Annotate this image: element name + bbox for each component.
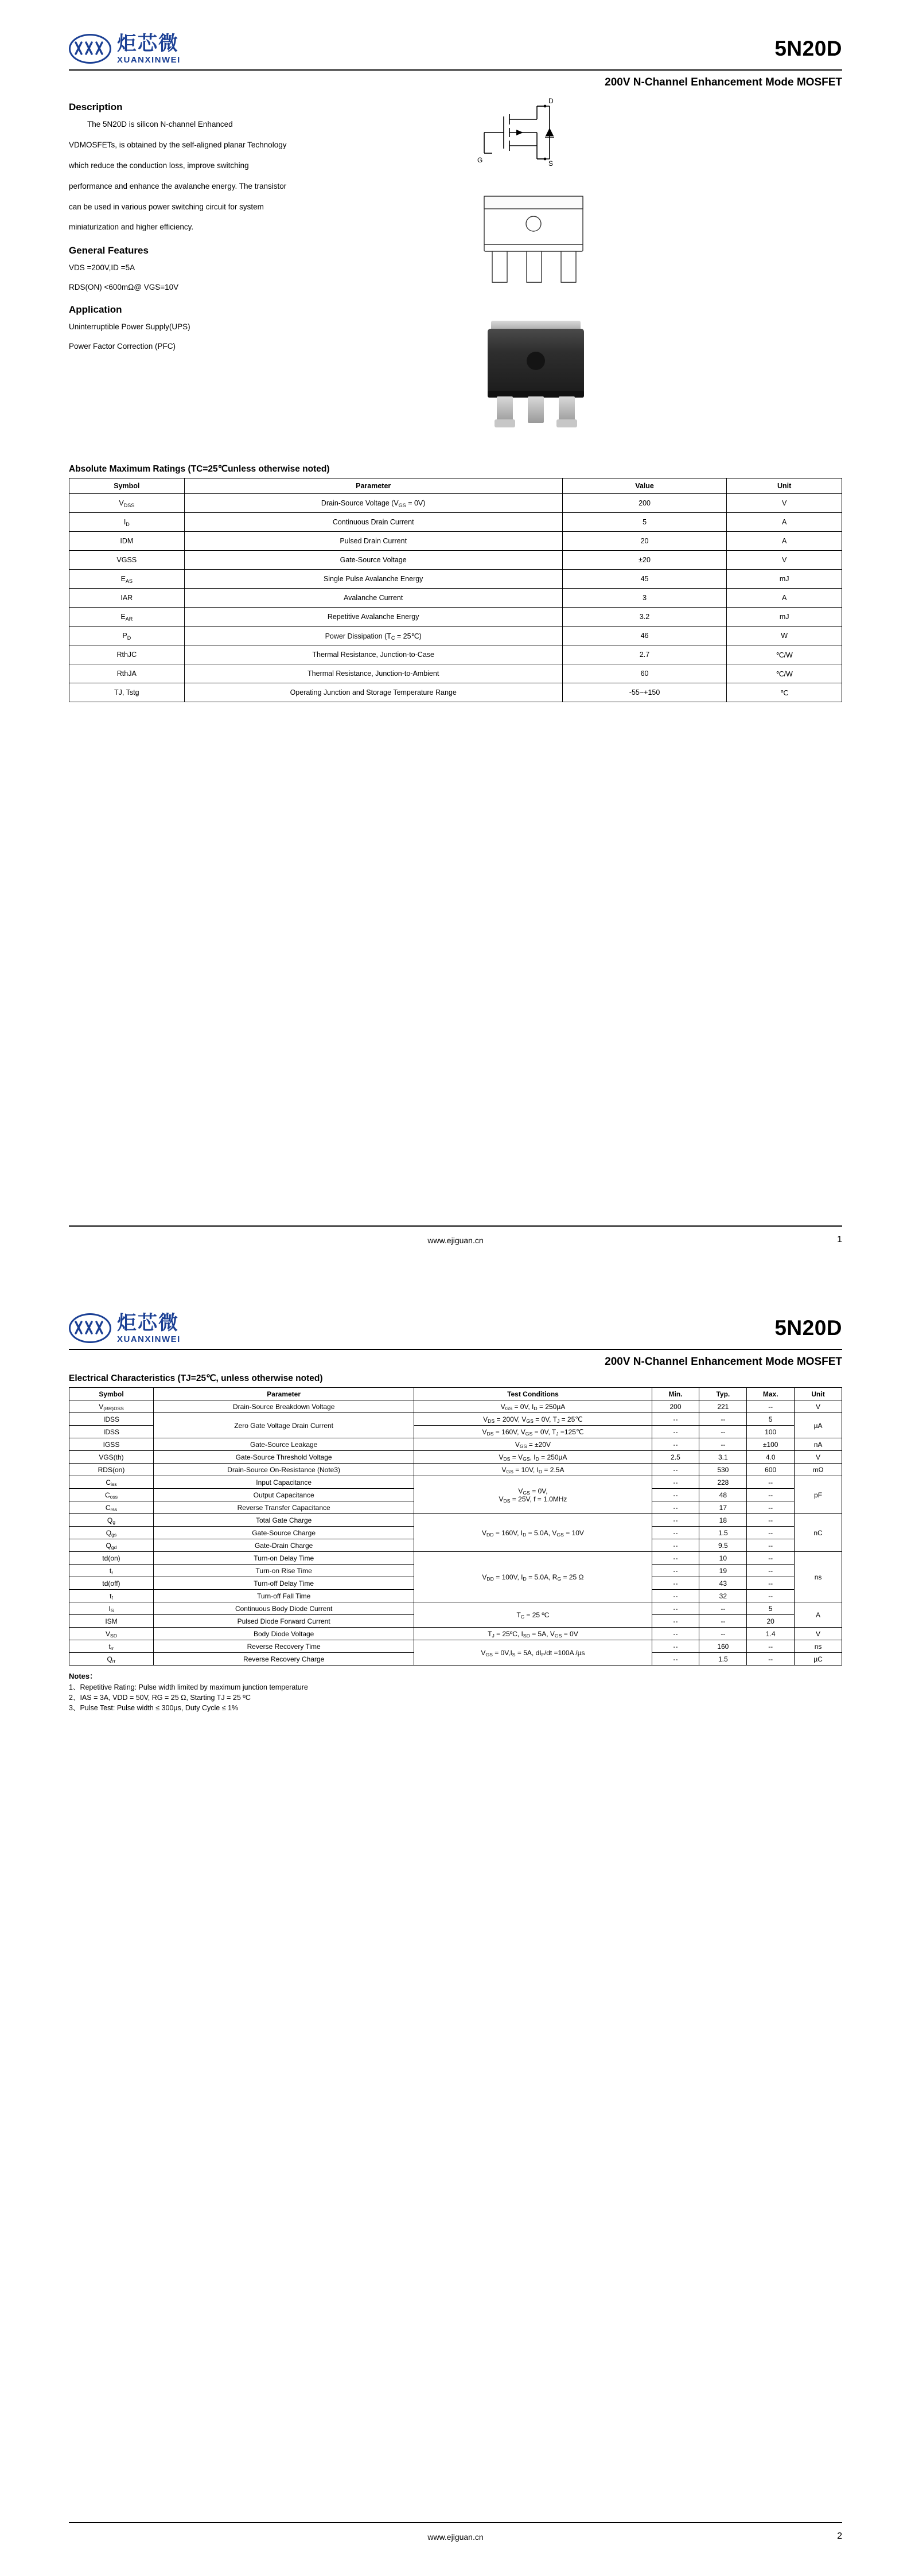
description-line: The 5N20D is silicon N-channel Enhanced [87,120,233,129]
cell-unit: pF [795,1476,842,1514]
cell-typ: 17 [699,1501,747,1514]
notes-title: Notes： [69,1672,98,1680]
cell-parameter: Reverse Transfer Capacitance [153,1501,414,1514]
cell-symbol: IDM [69,532,185,551]
cell-min: -- [652,1640,699,1653]
cell-max: ±100 [747,1438,795,1451]
cell-unit: A [727,589,842,608]
cell-value: -55~+150 [562,683,727,702]
cell-min: -- [652,1464,699,1476]
part-number-title: 5N20D [774,37,842,60]
cell-unit: A [727,532,842,551]
header-divider [69,1349,842,1350]
cell-parameter: Repetitive Avalanche Energy [184,608,562,627]
cell-typ: -- [699,1602,747,1615]
cell-symbol: $V_{DSS}$ [69,494,185,513]
cell-symbol: $V_{SD}$ [69,1628,154,1640]
cell-parameter: Reverse Recovery Time [153,1640,414,1653]
cell-unit: A [727,513,842,532]
table-row [69,1451,842,1464]
table-row [69,627,842,645]
cell-typ: 530 [699,1464,747,1476]
absolute-maximum-ratings-table [69,478,842,702]
mosfet-schematic-icon [474,98,594,167]
table-row [69,1464,842,1476]
brand-name-cn: 炬芯微 [117,32,179,55]
cell-parameter: Operating Junction and Storage Temperature Range [184,683,562,702]
table-row [69,551,842,570]
cell-symbol: $E_{AR}$ [69,608,185,627]
cell-typ: -- [699,1438,747,1451]
cell-typ: 9.5 [699,1539,747,1552]
cell-unit: nC [795,1514,842,1552]
table-row [69,1514,842,1527]
cell-symbol: RthJC [69,645,185,664]
cell-value: 46 [562,627,727,645]
cell-symbol: $P_D$ [69,627,185,645]
cell-typ: -- [699,1413,747,1426]
cell-parameter: Gate-Source Charge [153,1527,414,1539]
application-item: Power Factor Correction (PFC) [69,342,176,351]
cell-min: -- [652,1413,699,1426]
cell-parameter: Continuous Drain Current [184,513,562,532]
cell-parameter: Reverse Recovery Charge [153,1653,414,1666]
cell-conditions: $V_{DS} = 200V$, $V_{GS} = 0V$, $T_J$ = 25℃ [414,1413,652,1426]
description-line: which reduce the conduction loss, improve switching [69,161,249,170]
cell-typ: -- [699,1426,747,1438]
note-item: 2、IAS = 3A, VDD = 50V, RG = 25 Ω, Starting TJ = 25 ºC [69,1694,251,1702]
cell-parameter: Turn-off Delay Time [153,1577,414,1590]
general-feature-item: VDS =200V,ID =5A [69,263,135,273]
application-heading: Application [69,304,122,316]
page-2 [0,1279,911,2576]
cell-value: 2.7 [562,645,727,664]
cell-unit: ns [795,1640,842,1653]
table-row [69,570,842,589]
cell-max: 600 [747,1464,795,1476]
cell-max: 4.0 [747,1451,795,1464]
schematic-label-source: S [548,159,554,167]
cell-parameter: Gate-Source Threshold Voltage [153,1451,414,1464]
cell-symbol: RthJA [69,664,185,683]
cell-conditions: $V_{GS} = 0V,I_S = 5A$, $dI_F/dt =100A$ /µs [414,1640,652,1666]
page-1 [0,0,911,1279]
graphics-column [447,89,631,446]
logo-mark-icon [69,34,111,64]
cell-conditions: $V_{DS} = V_{GS}$, $I_D = 250\mu A$ [414,1451,652,1464]
cell-parameter: Gate-Source Voltage [184,551,562,570]
cell-symbol: $t_r$ [69,1565,154,1577]
cell-min: -- [652,1653,699,1666]
table-row [69,1628,842,1640]
cell-max: -- [747,1565,795,1577]
cell-symbol: IGSS [69,1438,154,1451]
application-item: Uninterruptible Power Supply(UPS) [69,322,190,332]
cell-symbol: ISM [69,1615,154,1628]
cell-min: -- [652,1615,699,1628]
cell-symbol: RDS(on) [69,1464,154,1476]
cell-parameter: Zero Gate Voltage Drain Current [153,1413,414,1438]
cell-unit: ℃/W [727,645,842,664]
cell-max: -- [747,1640,795,1653]
cell-symbol: $I_D$ [69,513,185,532]
cell-parameter: Gate-Source Leakage [153,1438,414,1451]
column-header-test-conditions: Test Conditions [414,1388,652,1400]
cell-parameter: Continuous Body Diode Current [153,1602,414,1615]
table-row [69,608,842,627]
cell-unit: mJ [727,608,842,627]
cell-parameter: Turn-on Rise Time [153,1565,414,1577]
footer-page-number: 1 [837,1235,842,1244]
cell-max: -- [747,1514,795,1527]
cell-symbol: $Q_g$ [69,1514,154,1527]
cell-value: 200 [562,494,727,513]
cell-min: -- [652,1476,699,1489]
cell-symbol: $t_{rr}$ [69,1640,154,1653]
cell-typ: 1.5 [699,1527,747,1539]
cell-symbol: $C_{oss}$ [69,1489,154,1501]
cell-conditions: $V_{DD} = 160V$, $I_D = 5.0A$, $V_{GS} = 10V$ [414,1514,652,1552]
description-line: VDMOSFETs, is obtained by the self-aligned planar Technology [69,140,287,149]
cell-symbol: TJ, Tstg [69,683,185,702]
table-row [69,589,842,608]
cell-min: -- [652,1577,699,1590]
cell-symbol: td(on) [69,1552,154,1565]
table-row [69,1552,842,1565]
cell-typ: 32 [699,1590,747,1602]
schematic-label-drain: D [548,98,554,105]
brand-name-en: XUANXINWEI [117,1334,181,1344]
column-header-parameter: Parameter [184,478,562,494]
footer-url[interactable]: www.ejiguan.cn [427,2532,484,2542]
general-feature-item: RDS(ON) <600mΩ@ VGS=10V [69,283,179,292]
cell-symbol: IDSS [69,1413,154,1426]
cell-min: 2.5 [652,1451,699,1464]
cell-symbol: $Q_{rr}$ [69,1653,154,1666]
cell-conditions: $V_{DD} = 100V$, $I_D = 5.0A$, $R_G = 25$ Ω [414,1552,652,1602]
cell-unit: µC [795,1653,842,1666]
cell-conditions: $T_J$ = 25ºC, $I_{SD} = 5A$, $V_{GS} = 0V$ [414,1628,652,1640]
table-header-row [69,478,842,494]
cell-min: -- [652,1426,699,1438]
cell-max: -- [747,1501,795,1514]
cell-unit: ℃/W [727,664,842,683]
brand-logo [69,34,181,64]
cell-unit: µA [795,1413,842,1438]
cell-symbol: $C_{rss}$ [69,1501,154,1514]
table-row [69,494,842,513]
column-header-value: Value [562,478,727,494]
cell-parameter: Pulsed Diode Forward Current [153,1615,414,1628]
header-divider [69,69,842,71]
general-features-heading: General Features [69,245,149,256]
cell-value: ±20 [562,551,727,570]
cell-parameter: Drain-Source Breakdown Voltage [153,1400,414,1413]
cell-typ: -- [699,1628,747,1640]
table-row [69,513,842,532]
description-line: can be used in various power switching circuit for system [69,202,264,211]
cell-unit: nA [795,1438,842,1451]
cell-parameter: Turn-on Delay Time [153,1552,414,1565]
cell-symbol: $C_{iss}$ [69,1476,154,1489]
page-1-footer [69,1225,842,1245]
logo-mark-icon [69,1313,111,1343]
document-header [69,1279,842,1345]
cell-unit: V [795,1451,842,1464]
table-row [69,1438,842,1451]
cell-parameter: Drain-Source Voltage $(V_{GS} = 0V)$ [184,494,562,513]
table-row [69,1640,842,1653]
cell-symbol: VGSS [69,551,185,570]
cell-min: -- [652,1628,699,1640]
cell-typ: 221 [699,1400,747,1413]
cell-min: -- [652,1552,699,1565]
cell-conditions: $V_{GS} = 10V$, $I_D = 2.5A$ [414,1464,652,1476]
cell-max: -- [747,1489,795,1501]
table-row [69,1602,842,1615]
cell-symbol: $Q_{gs}$ [69,1527,154,1539]
cell-unit: V [795,1628,842,1640]
cell-symbol: $t_f$ [69,1590,154,1602]
cell-conditions: $T_C = 25$ ºC [414,1602,652,1628]
cell-max: -- [747,1539,795,1552]
cell-max: -- [747,1527,795,1539]
cell-value: 60 [562,664,727,683]
cell-max: -- [747,1653,795,1666]
document-subtitle: 200V N-Channel Enhancement Mode MOSFET [605,1356,842,1368]
cell-min: -- [652,1602,699,1615]
cell-max: 20 [747,1615,795,1628]
brand-name-en: XUANXINWEI [117,55,181,65]
cell-max: -- [747,1400,795,1413]
cell-parameter: Drain-Source On-Resistance (Note3) [153,1464,414,1476]
cell-unit: V [795,1400,842,1413]
cell-value: 5 [562,513,727,532]
brand-name-cn: 炬芯微 [117,1311,179,1334]
schematic-label-gate: G [477,156,483,164]
cell-max: -- [747,1590,795,1602]
column-header-min: Min. [652,1388,699,1400]
table-row [69,664,842,683]
cell-parameter: Thermal Resistance, Junction-to-Ambient [184,664,562,683]
cell-unit: V [727,551,842,570]
description-heading: Description [69,102,123,112]
cell-parameter: Input Capacitance [153,1476,414,1489]
page-2-footer [69,2522,842,2542]
table-row [69,645,842,664]
cell-symbol: $Q_{gd}$ [69,1539,154,1552]
cell-max: 5 [747,1602,795,1615]
cell-typ: 48 [699,1489,747,1501]
cell-min: -- [652,1539,699,1552]
cell-typ: 228 [699,1476,747,1489]
notes-list [69,1682,842,1713]
description-line: miniaturization and higher efficiency. [69,223,194,232]
cell-max: -- [747,1577,795,1590]
cell-symbol: VGS(th) [69,1451,154,1464]
electrical-characteristics-table [69,1387,842,1666]
cell-value: 45 [562,570,727,589]
column-header-typ: Typ. [699,1388,747,1400]
cell-typ: 3.1 [699,1451,747,1464]
column-header-max: Max. [747,1388,795,1400]
cell-min: -- [652,1514,699,1527]
cell-unit: ℃ [727,683,842,702]
column-header-unit: Unit [727,478,842,494]
package-outline-drawing-icon [465,189,608,298]
cell-parameter: Turn-off Fall Time [153,1590,414,1602]
cell-parameter: Thermal Resistance, Junction-to-Case [184,645,562,664]
cell-max: 1.4 [747,1628,795,1640]
cell-max: -- [747,1552,795,1565]
table-row [69,1476,842,1489]
cell-unit: V [727,494,842,513]
cell-min: -- [652,1590,699,1602]
cell-parameter: Gate-Drain Charge [153,1539,414,1552]
cell-symbol: $I_S$ [69,1602,154,1615]
cell-typ: 43 [699,1577,747,1590]
cell-min: 200 [652,1400,699,1413]
electrical-characteristics-title: Electrical Characteristics (TJ=25℃, unless otherwise noted) [69,1373,323,1383]
cell-value: 3 [562,589,727,608]
cell-symbol: $E_{AS}$ [69,570,185,589]
cell-conditions: $V_{GS} = 0V$, $I_D = 250\mu A$ [414,1400,652,1413]
cell-parameter: Pulsed Drain Current [184,532,562,551]
document-header [69,0,842,66]
cell-min: -- [652,1527,699,1539]
cell-min: -- [652,1438,699,1451]
absolute-maximum-ratings-title: Absolute Maximum Ratings (TC=25℃unless otherwise noted) [69,464,330,474]
cell-max: 100 [747,1426,795,1438]
cell-unit: A [795,1602,842,1628]
cell-conditions: $V_{GS} = \pm 20V$ [414,1438,652,1451]
table-row [69,683,842,702]
cell-min: -- [652,1489,699,1501]
cell-value: 3.2 [562,608,727,627]
cell-typ: 19 [699,1565,747,1577]
cell-parameter: Power Dissipation ($T_C$ = 25℃) [184,627,562,645]
column-header-symbol: Symbol [69,478,185,494]
footer-url[interactable]: www.ejiguan.cn [427,1236,484,1245]
description-area [69,89,842,446]
cell-symbol: $V_{(BR)DSS}$ [69,1400,154,1413]
cell-symbol: IAR [69,589,185,608]
cell-parameter: Body Diode Voltage [153,1628,414,1640]
cell-parameter: Single Pulse Avalanche Energy [184,570,562,589]
column-header-unit: Unit [795,1388,842,1400]
cell-typ: 10 [699,1552,747,1565]
package-photo-icon [465,312,608,443]
note-item: 1、Repetitive Rating: Pulse width limited by maximum junction temperature [69,1683,308,1691]
description-line: performance and enhance the avalanche energy. The transistor [69,181,287,190]
cell-symbol: td(off) [69,1577,154,1590]
cell-min: -- [652,1565,699,1577]
column-header-symbol: Symbol [69,1388,154,1400]
cell-typ: 1.5 [699,1653,747,1666]
cell-typ: -- [699,1615,747,1628]
cell-unit: mΩ [795,1464,842,1476]
column-header-parameter: Parameter [153,1388,414,1400]
description-body [69,120,407,232]
cell-symbol: IDSS [69,1426,154,1438]
note-item: 3、Pulse Test: Pulse width ≤ 300µs, Duty Cycle ≤ 1% [69,1704,239,1713]
cell-min: -- [652,1501,699,1514]
part-number-title: 5N20D [774,1316,842,1340]
cell-conditions: $V_{DS} = 160V$, $V_{GS} = 0V$, $T_J$ =125℃ [414,1426,652,1438]
cell-unit: W [727,627,842,645]
footer-page-number: 2 [837,2531,842,2541]
cell-unit: ns [795,1552,842,1602]
cell-parameter: Output Capacitance [153,1489,414,1501]
brand-logo [69,1313,181,1344]
cell-typ: 160 [699,1640,747,1653]
cell-parameter: Avalanche Current [184,589,562,608]
cell-max: 5 [747,1413,795,1426]
cell-unit: mJ [727,570,842,589]
cell-conditions: $V_{GS} = 0V$, $V_{DS} = 25V$, f = 1.0MHz [414,1476,652,1514]
table-row [69,1413,842,1426]
cell-max: -- [747,1476,795,1489]
table-header-row [69,1388,842,1400]
cell-value: 20 [562,532,727,551]
table-row [69,532,842,551]
cell-parameter: Total Gate Charge [153,1514,414,1527]
cell-typ: 18 [699,1514,747,1527]
table-row [69,1400,842,1413]
document-subtitle: 200V N-Channel Enhancement Mode MOSFET [605,76,842,88]
